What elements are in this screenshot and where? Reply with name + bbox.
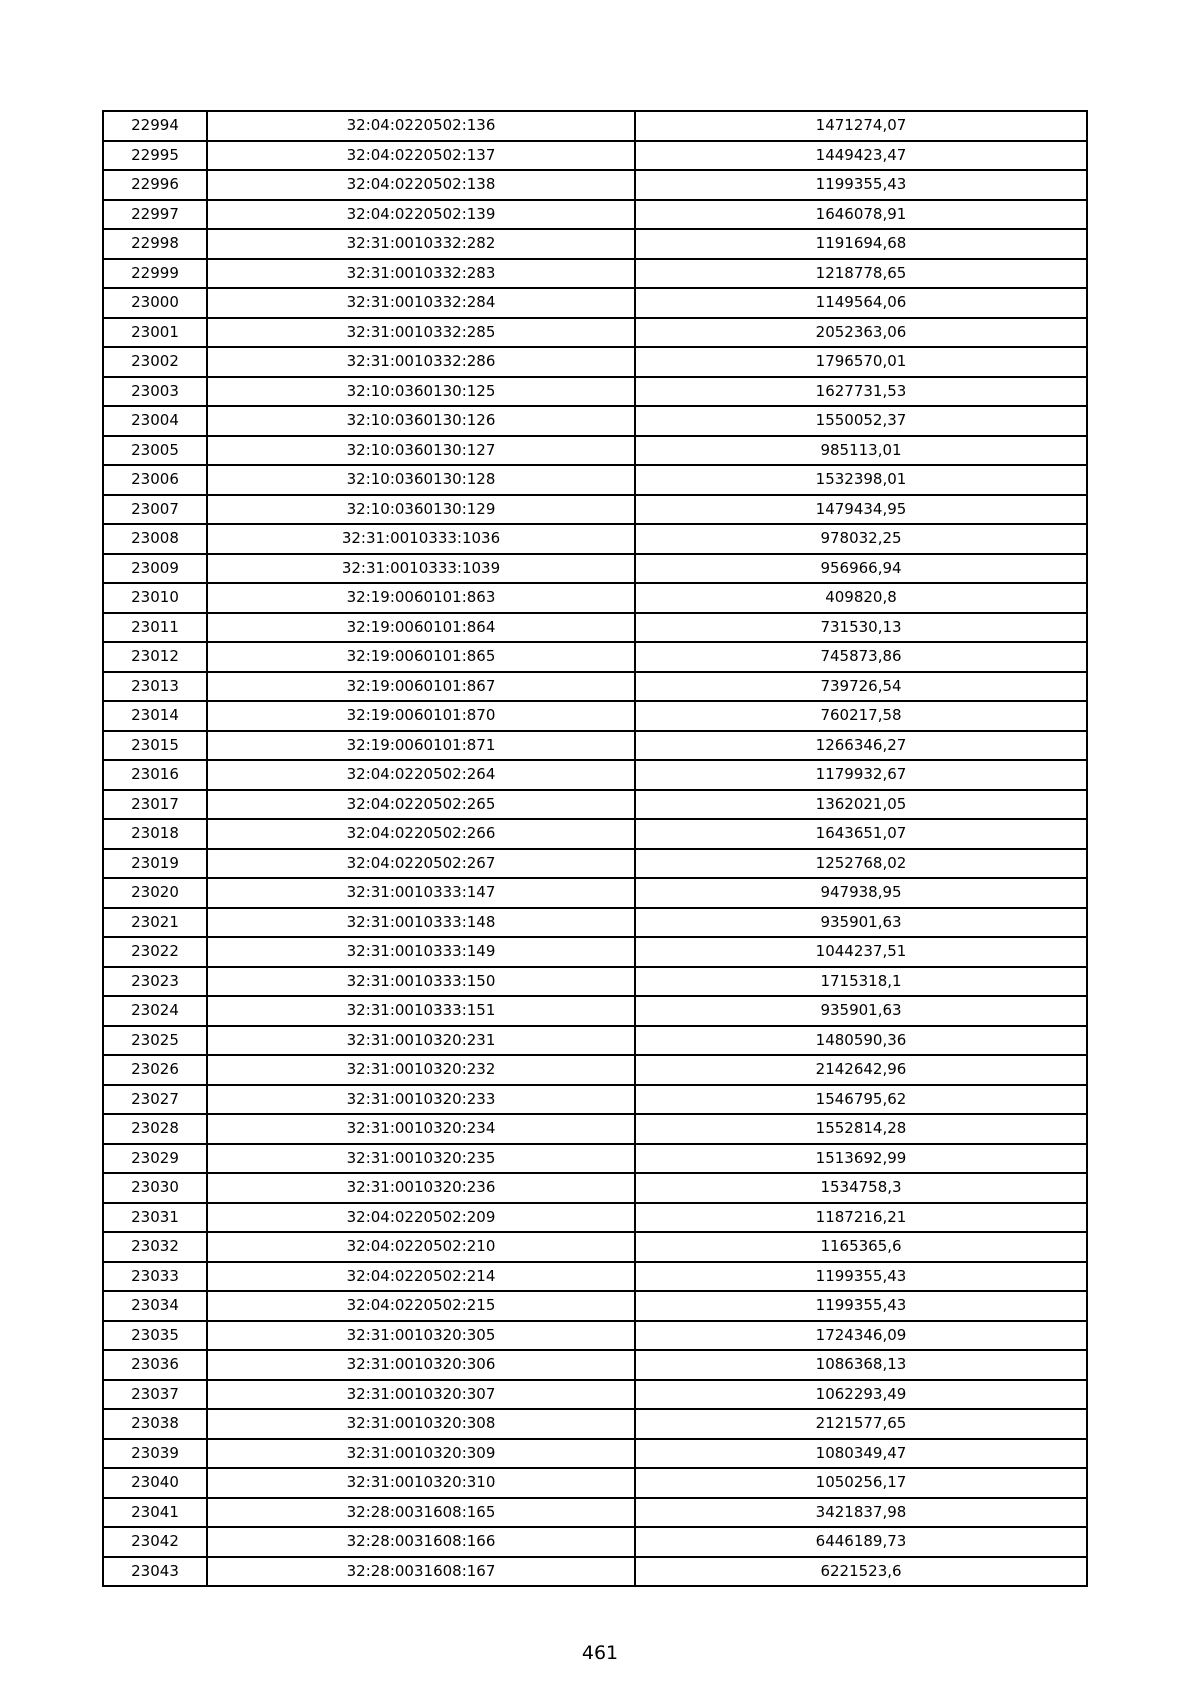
table-body [103, 111, 1087, 1586]
cadastral-value-cell: 985113,01 [635, 436, 1087, 466]
cadastral-number-cell: 32:04:0220502:137 [207, 141, 635, 171]
cadastral-value-cell: 1199355,43 [635, 1291, 1087, 1321]
cadastral-value-cell: 1479434,95 [635, 495, 1087, 525]
cadastral-value-cell: 935901,63 [635, 996, 1087, 1026]
table-row [103, 937, 1087, 967]
row-number-cell: 23012 [103, 642, 207, 672]
cadastral-value-cell: 1218778,65 [635, 259, 1087, 289]
table-row [103, 996, 1087, 1026]
cadastral-value-cell: 1480590,36 [635, 1026, 1087, 1056]
table-row [103, 1085, 1087, 1115]
row-number-cell: 23005 [103, 436, 207, 466]
row-number-cell: 23027 [103, 1085, 207, 1115]
row-number-cell: 22998 [103, 229, 207, 259]
row-number-cell: 23036 [103, 1350, 207, 1380]
table-row [103, 524, 1087, 554]
table-row [103, 200, 1087, 230]
cadastral-number-cell: 32:31:0010333:148 [207, 908, 635, 938]
cadastral-value-cell: 1187216,21 [635, 1203, 1087, 1233]
row-number-cell: 23010 [103, 583, 207, 613]
row-number-cell: 22999 [103, 259, 207, 289]
cadastral-number-cell: 32:04:0220502:265 [207, 790, 635, 820]
cadastral-value-cell: 1165365,6 [635, 1232, 1087, 1262]
table-row [103, 1350, 1087, 1380]
row-number-cell: 23035 [103, 1321, 207, 1351]
cadastral-number-cell: 32:31:0010333:1039 [207, 554, 635, 584]
cadastral-value-cell: 1646078,91 [635, 200, 1087, 230]
cadastral-value-cell: 1513692,99 [635, 1144, 1087, 1174]
cadastral-value-cell: 1715318,1 [635, 967, 1087, 997]
row-number-cell: 23018 [103, 819, 207, 849]
table-row [103, 583, 1087, 613]
table-row [103, 1409, 1087, 1439]
row-number-cell: 23019 [103, 849, 207, 879]
cadastral-number-cell: 32:31:0010320:305 [207, 1321, 635, 1351]
cadastral-number-cell: 32:10:0360130:126 [207, 406, 635, 436]
cadastral-number-cell: 32:31:0010320:232 [207, 1055, 635, 1085]
table-row [103, 1173, 1087, 1203]
cadastral-number-cell: 32:04:0220502:139 [207, 200, 635, 230]
row-number-cell: 23006 [103, 465, 207, 495]
table-row [103, 672, 1087, 702]
row-number-cell: 23021 [103, 908, 207, 938]
table-row [103, 1203, 1087, 1233]
row-number-cell: 22995 [103, 141, 207, 171]
cadastral-number-cell: 32:10:0360130:125 [207, 377, 635, 407]
cadastral-value-cell: 739726,54 [635, 672, 1087, 702]
table-row [103, 1557, 1087, 1587]
row-number-cell: 23002 [103, 347, 207, 377]
cadastral-number-cell: 32:19:0060101:867 [207, 672, 635, 702]
table-row [103, 1439, 1087, 1469]
cadastral-value-cell: 1534758,3 [635, 1173, 1087, 1203]
cadastral-number-cell: 32:31:0010333:147 [207, 878, 635, 908]
cadastral-number-cell: 32:04:0220502:138 [207, 170, 635, 200]
cadastral-value-cell: 1050256,17 [635, 1468, 1087, 1498]
cadastral-number-cell: 32:04:0220502:267 [207, 849, 635, 879]
cadastral-number-cell: 32:31:0010320:307 [207, 1380, 635, 1410]
row-number-cell: 23011 [103, 613, 207, 643]
cadastral-number-cell: 32:31:0010320:233 [207, 1085, 635, 1115]
cadastral-number-cell: 32:19:0060101:865 [207, 642, 635, 672]
cadastral-number-cell: 32:31:0010320:306 [207, 1350, 635, 1380]
row-number-cell: 23043 [103, 1557, 207, 1587]
page-number: 461 [581, 1642, 619, 1664]
cadastral-number-cell: 32:04:0220502:264 [207, 760, 635, 790]
cadastral-value-cell: 1199355,43 [635, 1262, 1087, 1292]
cadastral-value-cell: 745873,86 [635, 642, 1087, 672]
row-number-cell: 23023 [103, 967, 207, 997]
table-row [103, 790, 1087, 820]
cadastral-value-cell: 1199355,43 [635, 170, 1087, 200]
cadastral-number-cell: 32:31:0010332:285 [207, 318, 635, 348]
row-number-cell: 23001 [103, 318, 207, 348]
row-number-cell: 23000 [103, 288, 207, 318]
table-row [103, 554, 1087, 584]
cadastral-value-cell: 1044237,51 [635, 937, 1087, 967]
table-row [103, 1232, 1087, 1262]
cadastral-number-cell: 32:31:0010333:150 [207, 967, 635, 997]
row-number-cell: 23022 [103, 937, 207, 967]
table-row [103, 377, 1087, 407]
cadastral-value-cell: 1062293,49 [635, 1380, 1087, 1410]
cadastral-value-cell: 1149564,06 [635, 288, 1087, 318]
table-row [103, 1321, 1087, 1351]
cadastral-value-cell: 731530,13 [635, 613, 1087, 643]
table-row [103, 406, 1087, 436]
table-row [103, 436, 1087, 466]
table-row [103, 701, 1087, 731]
table-row [103, 465, 1087, 495]
table-row [103, 613, 1087, 643]
row-number-cell: 23017 [103, 790, 207, 820]
table-row [103, 1114, 1087, 1144]
table-row [103, 1144, 1087, 1174]
cadastral-value-cell: 1080349,47 [635, 1439, 1087, 1469]
cadastral-number-cell: 32:31:0010332:282 [207, 229, 635, 259]
row-number-cell: 23016 [103, 760, 207, 790]
table-row [103, 1291, 1087, 1321]
table-row [103, 849, 1087, 879]
cadastral-value-cell: 1724346,09 [635, 1321, 1087, 1351]
table-row [103, 111, 1087, 141]
table-row [103, 288, 1087, 318]
cadastral-value-cell: 1086368,13 [635, 1350, 1087, 1380]
row-number-cell: 23031 [103, 1203, 207, 1233]
cadastral-value-cell: 956966,94 [635, 554, 1087, 584]
row-number-cell: 23032 [103, 1232, 207, 1262]
cadastral-value-cell: 1449423,47 [635, 141, 1087, 171]
row-number-cell: 23030 [103, 1173, 207, 1203]
cadastral-number-cell: 32:10:0360130:128 [207, 465, 635, 495]
cadastral-number-cell: 32:31:0010320:308 [207, 1409, 635, 1439]
cadastral-value-cell: 409820,8 [635, 583, 1087, 613]
row-number-cell: 23034 [103, 1291, 207, 1321]
row-number-cell: 23003 [103, 377, 207, 407]
cadastral-value-cell: 1471274,07 [635, 111, 1087, 141]
cadastral-value-cell: 978032,25 [635, 524, 1087, 554]
row-number-cell: 23039 [103, 1439, 207, 1469]
cadastral-number-cell: 32:19:0060101:864 [207, 613, 635, 643]
cadastral-value-cell: 1252768,02 [635, 849, 1087, 879]
row-number-cell: 23008 [103, 524, 207, 554]
cadastral-value-table [102, 110, 1088, 1587]
cadastral-value-cell: 3421837,98 [635, 1498, 1087, 1528]
table-row [103, 819, 1087, 849]
table-row [103, 141, 1087, 171]
row-number-cell: 23009 [103, 554, 207, 584]
cadastral-number-cell: 32:19:0060101:871 [207, 731, 635, 761]
table-row [103, 347, 1087, 377]
table-row [103, 170, 1087, 200]
table-row [103, 1026, 1087, 1056]
table-row [103, 731, 1087, 761]
row-number-cell: 22994 [103, 111, 207, 141]
row-number-cell: 23038 [103, 1409, 207, 1439]
cadastral-value-cell: 2052363,06 [635, 318, 1087, 348]
row-number-cell: 23029 [103, 1144, 207, 1174]
row-number-cell: 23037 [103, 1380, 207, 1410]
cadastral-value-cell: 1550052,37 [635, 406, 1087, 436]
row-number-cell: 22997 [103, 200, 207, 230]
cadastral-value-cell: 1532398,01 [635, 465, 1087, 495]
cadastral-value-cell: 2142642,96 [635, 1055, 1087, 1085]
cadastral-value-cell: 1552814,28 [635, 1114, 1087, 1144]
row-number-cell: 23041 [103, 1498, 207, 1528]
cadastral-value-cell: 6221523,6 [635, 1557, 1087, 1587]
row-number-cell: 23028 [103, 1114, 207, 1144]
table-row [103, 967, 1087, 997]
cadastral-number-cell: 32:04:0220502:215 [207, 1291, 635, 1321]
cadastral-value-cell: 1179932,67 [635, 760, 1087, 790]
cadastral-number-cell: 32:31:0010320:309 [207, 1439, 635, 1469]
cadastral-number-cell: 32:28:0031608:166 [207, 1527, 635, 1557]
cadastral-number-cell: 32:04:0220502:209 [207, 1203, 635, 1233]
cadastral-number-cell: 32:31:0010320:310 [207, 1468, 635, 1498]
cadastral-value-cell: 1191694,68 [635, 229, 1087, 259]
row-number-cell: 23014 [103, 701, 207, 731]
cadastral-number-cell: 32:10:0360130:129 [207, 495, 635, 525]
row-number-cell: 23015 [103, 731, 207, 761]
row-number-cell: 22996 [103, 170, 207, 200]
cadastral-number-cell: 32:31:0010332:283 [207, 259, 635, 289]
cadastral-number-cell: 32:31:0010320:231 [207, 1026, 635, 1056]
table-row [103, 318, 1087, 348]
table-row [103, 1498, 1087, 1528]
cadastral-number-cell: 32:19:0060101:863 [207, 583, 635, 613]
cadastral-value-cell: 1627731,53 [635, 377, 1087, 407]
row-number-cell: 23040 [103, 1468, 207, 1498]
row-number-cell: 23007 [103, 495, 207, 525]
cadastral-number-cell: 32:31:0010333:1036 [207, 524, 635, 554]
cadastral-value-cell: 6446189,73 [635, 1527, 1087, 1557]
cadastral-number-cell: 32:19:0060101:870 [207, 701, 635, 731]
cadastral-number-cell: 32:04:0220502:210 [207, 1232, 635, 1262]
cadastral-number-cell: 32:28:0031608:165 [207, 1498, 635, 1528]
cadastral-number-cell: 32:10:0360130:127 [207, 436, 635, 466]
cadastral-number-cell: 32:31:0010320:235 [207, 1144, 635, 1174]
cadastral-number-cell: 32:31:0010332:284 [207, 288, 635, 318]
row-number-cell: 23004 [103, 406, 207, 436]
cadastral-value-cell: 760217,58 [635, 701, 1087, 731]
cadastral-number-cell: 32:04:0220502:136 [207, 111, 635, 141]
row-number-cell: 23042 [103, 1527, 207, 1557]
table-row [103, 908, 1087, 938]
table-row [103, 642, 1087, 672]
cadastral-number-cell: 32:31:0010332:286 [207, 347, 635, 377]
table-row [103, 1055, 1087, 1085]
cadastral-number-cell: 32:31:0010320:236 [207, 1173, 635, 1203]
cadastral-number-cell: 32:04:0220502:266 [207, 819, 635, 849]
table-row [103, 229, 1087, 259]
cadastral-number-cell: 32:28:0031608:167 [207, 1557, 635, 1587]
table-row [103, 878, 1087, 908]
cadastral-value-cell: 1796570,01 [635, 347, 1087, 377]
cadastral-value-cell: 1266346,27 [635, 731, 1087, 761]
cadastral-value-cell: 1362021,05 [635, 790, 1087, 820]
table-row [103, 760, 1087, 790]
cadastral-value-cell: 935901,63 [635, 908, 1087, 938]
row-number-cell: 23013 [103, 672, 207, 702]
cadastral-number-cell: 32:04:0220502:214 [207, 1262, 635, 1292]
table-row [103, 259, 1087, 289]
table-row [103, 1380, 1087, 1410]
table-row [103, 495, 1087, 525]
cadastral-number-cell: 32:31:0010333:151 [207, 996, 635, 1026]
cadastral-value-cell: 1643651,07 [635, 819, 1087, 849]
row-number-cell: 23026 [103, 1055, 207, 1085]
cadastral-number-cell: 32:31:0010333:149 [207, 937, 635, 967]
row-number-cell: 23025 [103, 1026, 207, 1056]
row-number-cell: 23024 [103, 996, 207, 1026]
cadastral-number-cell: 32:31:0010320:234 [207, 1114, 635, 1144]
table-row [103, 1262, 1087, 1292]
table-row [103, 1527, 1087, 1557]
row-number-cell: 23033 [103, 1262, 207, 1292]
cadastral-value-cell: 2121577,65 [635, 1409, 1087, 1439]
row-number-cell: 23020 [103, 878, 207, 908]
cadastral-value-cell: 1546795,62 [635, 1085, 1087, 1115]
cadastral-value-cell: 947938,95 [635, 878, 1087, 908]
table-row [103, 1468, 1087, 1498]
